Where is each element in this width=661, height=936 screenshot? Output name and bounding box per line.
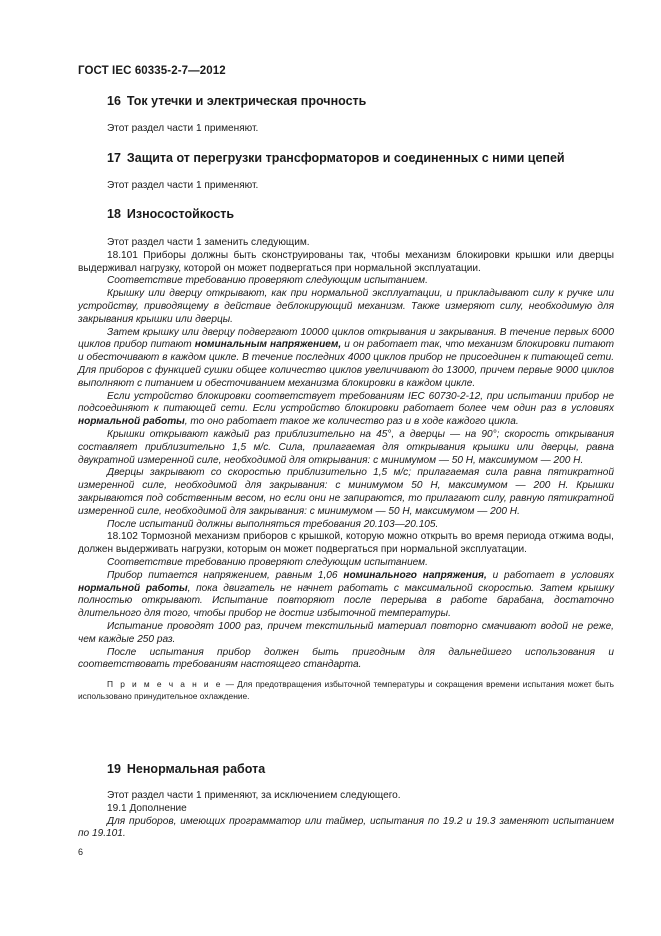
paragraph: Крышки открывают каждый раз приблизительно на 45°, а дверцы — на 90°; скорость открывания составляет приблизительно 1,5 м/с. Сила, прилагаемая для открывания крышки или дверцы, равна двукратной измеренной силе, необходимой для открывания: с минимумом — 50 Н, максимумом — 200 Н.	[78, 428, 614, 466]
section-17-body	[107, 180, 614, 193]
text-run: Если устройство блокировки соответствует требованиям IEC 60730-2-12, при испытании прибор не подсоединяют к питающей сети. Если устройство блокировки работает более чем один раз в условиях	[78, 390, 614, 415]
section-title-text: Износостойкость	[126, 207, 235, 221]
note	[78, 679, 614, 702]
paragraph: После испытания прибор должен быть пригодным для дальнейшего использования и соответствовать требованиям настоящего стандарта.	[78, 646, 614, 671]
paragraph: Этот раздел части 1 применяют.	[107, 123, 259, 134]
paragraph: Крышку или дверцу открывают, как при нормальной эксплуатации, и прикладывают силу к ручке или устройству, приводящему в действие деблокирующий механизм. Также измеряют силу, необходимую для закрывания крышки или дверцы.	[78, 288, 614, 325]
text-run: , то оно работает такое же количество раз и в ходе каждого цикла.	[184, 416, 519, 428]
clause-18-102: 18.102 Тормозной механизм приборов с крышкой, которую можно открыть во время периода отжима воды, должен выдерживать нагрузки, которым он может подвергаться при нормальной эксплуатации.	[78, 531, 614, 556]
paragraph: После испытаний должны выполняться требования 20.103—20.105.	[107, 518, 439, 530]
section-17-title	[107, 151, 565, 165]
compliance-statement: Соответствие требованию проверяют следующим испытанием.	[107, 556, 428, 568]
section-number: 18	[107, 207, 121, 221]
section-18-title	[107, 207, 234, 221]
document-header: ГОСТ IEC 60335-2-7—2012	[78, 65, 226, 77]
term-normal-operation: нормальной работы	[78, 416, 185, 428]
paragraph: Испытание проводят 1000 раз, причем текстильный материал повторно смачивают водой не реже, чем каждые 250 раз.	[78, 620, 614, 645]
term-rated-voltage: номинального напряжения,	[343, 569, 487, 581]
paragraph	[78, 570, 614, 621]
page-number: 6	[78, 847, 84, 857]
note-label: П р и м е ч а н и е	[107, 679, 223, 690]
text-run: и работает в условиях	[486, 569, 614, 581]
section-title-text: Защита от перегрузки трансформаторов и соединенных с ними цепей	[126, 151, 565, 165]
text-run: , пока двигатель не начнет работать с максимальной скоростью. Затем крышку полностью открывают. Испытание повторяют после перерыва в работе барабана, достаточно длительного для того, чтобы прибор не достиг избыточной температуры.	[78, 582, 614, 620]
clause-18-101: 18.101 Приборы должны быть сконструированы так, чтобы механизм блокировки крышки или дверцы выдерживал нагрузку, которой он может подвергаться при нормальной эксплуатации.	[78, 249, 614, 274]
section-number: 16	[107, 94, 121, 108]
paragraph: Для приборов, имеющих программатор или таймер, испытания по 19.2 и 19.3 заменяют испытанием по 19.101.	[78, 815, 614, 840]
section-16-body	[107, 123, 614, 136]
section-title-text: Ток утечки и электрическая прочность	[126, 94, 367, 108]
section-16-title	[107, 94, 366, 108]
text-run: Прибор питается напряжением, равным 1,06	[107, 569, 344, 581]
section-19-body	[78, 790, 614, 841]
note-text: — Для предотвращения избыточной температуры и сокращения времени испытания может быть использовано принудительное охлаждение.	[78, 679, 614, 701]
term-rated-voltage: номинальным напряжением,	[194, 339, 342, 351]
section-19-title	[107, 762, 265, 776]
paragraph	[78, 327, 614, 391]
section-number: 19	[107, 762, 121, 776]
clause-19-1: 19.1 Дополнение	[107, 802, 187, 814]
section-18-body	[78, 237, 614, 702]
paragraph: Этот раздел части 1 заменить следующим.	[107, 237, 310, 248]
paragraph: Этот раздел части 1 применяют.	[107, 180, 259, 191]
section-number: 17	[107, 151, 121, 165]
text-run: Затем крышку или дверцу подвергают 10000 циклов открывания и закрывания. В течение первых 6000 циклов прибор питают	[78, 326, 614, 351]
term-normal-operation: нормальной работы	[78, 582, 188, 594]
compliance-statement: Соответствие требованию проверяют следующим испытанием.	[107, 275, 428, 287]
paragraph: Этот раздел части 1 применяют, за исключением следующего.	[107, 790, 401, 801]
section-title-text: Ненормальная работа	[126, 762, 266, 776]
text-run: и он работает так, что механизм блокировки питают и обесточивают в каждом цикле. В течение последних 4000 циклов прибор не присоединен к питающей сети. Для приборов с функцией сушки общее количество циклов увеличивают до 13000, причем первые 9000 циклов выполняют с питанием и обесточиванием механизма блокировки в каждом цикле.	[78, 339, 615, 389]
paragraph: Дверцы закрывают со скоростью приблизительно 1,5 м/с; прилагаемая сила равна пятикратной измеренной силе, необходимой для закрывания: с минимумом 50 Н, максимумом — 200 Н. Крышки закрываются под собственным весом, но если они не запираются, то прилагают силу, равную пятикратной измеренной силе, необходимой для закрывания: с минимумом — 50 Н, максимумом — 200 Н.	[78, 467, 614, 517]
paragraph	[78, 391, 614, 429]
